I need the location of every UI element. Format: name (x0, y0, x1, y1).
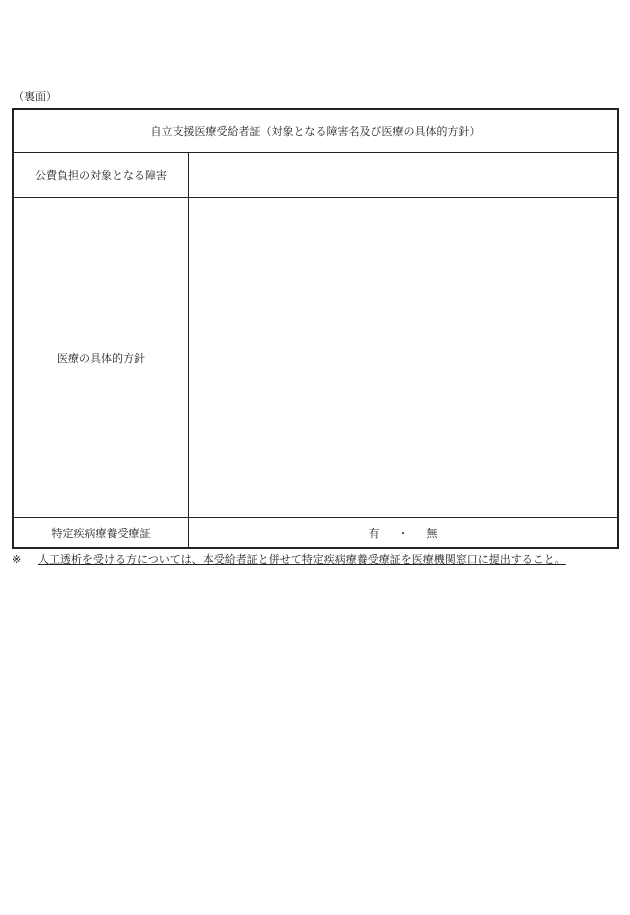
policy-value (189, 198, 617, 517)
certificate-options (189, 518, 617, 547)
column-divider (188, 153, 189, 547)
disability-value (189, 153, 617, 197)
certificate-label: 特定疾病療養受療証 (51, 526, 151, 540)
certificate-form (12, 108, 619, 549)
policy-label: 医療の具体的方針 (57, 351, 145, 365)
option-separator: ・ (397, 526, 409, 540)
option-no: 無 (426, 526, 438, 540)
footnote-text: 人工透析を受ける方については、本受給者証と併せて特定疾病療養受療証を医療機関窓口に提出すること。 (38, 553, 566, 566)
disability-label: 公費負担の対象となる障害 (35, 169, 167, 182)
footnote (12, 553, 566, 567)
option-yes: 有 (368, 526, 380, 540)
page-side-label: （裏面） (13, 90, 57, 103)
form-title: 自立支援医療受給者証（対象となる障害名及び医療の具体的方針） (150, 125, 481, 138)
footnote-mark: ※ (12, 553, 22, 566)
